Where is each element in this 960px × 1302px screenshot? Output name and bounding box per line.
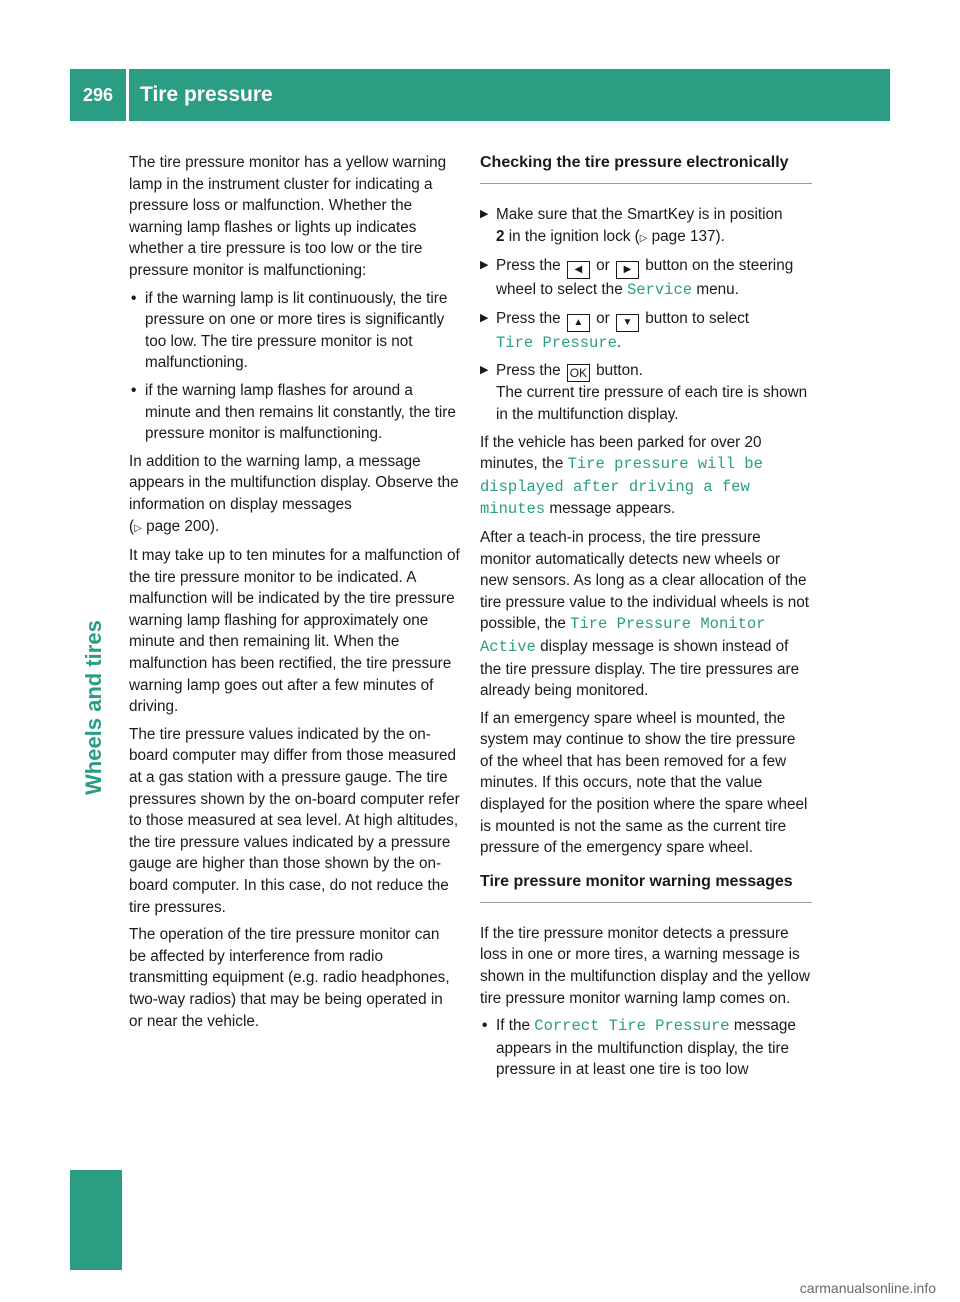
step-arrow-icon: ▶ [480, 364, 489, 377]
paragraph [480, 432, 812, 521]
section-heading: Tire pressure monitor warning messages [480, 871, 812, 903]
step-text: or [596, 257, 610, 275]
section-heading: Checking the tire pressure electronically [480, 152, 812, 184]
paragraph: The tire pressure values indicated by the on-board computer may differ from those measured at a gas station with a pressure gauge. The tire pressures shown by the on-board computer refer to those measured at sea level. At high altitudes, the tire pressure values indicated by a pressure gauge are higher than those shown by the on-board computer. In this case, do not reduce the tire pressures. [129, 725, 460, 916]
bullet-item [129, 380, 460, 445]
bullet-item [480, 1015, 812, 1081]
paragraph: The tire pressure monitor has a yellow warning lamp in the instrument cluster for indicating a pressure loss or malfunction. Whether the warning lamp flashes or lights up indicates whether a tire pressure is too low or the tire pressure monitor is malfunctioning: [129, 154, 447, 279]
step-text: Press the [496, 309, 561, 327]
display-text-service: Service [626, 281, 693, 300]
display-text-tire-pressure: Tire Pressure [496, 333, 617, 352]
step-text: in the ignition lock ( [508, 227, 640, 245]
bullet-icon: • [131, 289, 137, 307]
step-text: or [596, 309, 610, 327]
paragraph-text: message appears. [549, 500, 676, 518]
paragraph: In addition to the warning lamp, a message appears in the multifunction display. Observe the information on display messages (▷ page 200). [129, 452, 459, 535]
section-tab-marker [70, 1170, 122, 1270]
paragraph-text: In addition to the warning lamp, a message appears in the multifunction display. Observe the information on display messages [129, 452, 459, 513]
up-arrow-button-icon: ▲ [567, 314, 590, 332]
bullet-text: message appears in the multifunction display, the tire pressure in at least one tire is too low [496, 1017, 796, 1079]
right-arrow-button-icon: ▶ [616, 261, 639, 279]
step-arrow-icon: ▶ [480, 311, 489, 324]
display-text-correct-tire-pressure: Correct Tire Pressure [534, 1017, 730, 1036]
page-reference-link[interactable]: page 200). [146, 517, 220, 535]
step-arrow-icon: ▶ [480, 259, 489, 272]
step-text: button on the steering wheel to select the [496, 257, 794, 299]
down-arrow-button-icon: ▼ [616, 314, 639, 332]
section-tab-label [74, 620, 114, 960]
paragraph: It may take up to ten minutes for a malfunction of the tire pressure monitor to be indicated. A malfunction will be indicated by the tire pressure warning lamp flashing for approximately one minute and then remaining lit. When the malfunction has been rectified, the tire pressure warning lamp goes out after a few minutes of driving. [129, 547, 460, 716]
step-text: button to select [645, 309, 749, 327]
bullet-icon: • [482, 1017, 488, 1035]
step-item: ▶ Press the ▲ or ▼ button to select Tire Pressure. [480, 309, 749, 352]
paragraph-text: display message is shown instead of the tire pressure display. The tire pressures are already being monitored. [480, 637, 800, 700]
ignition-position: 2 [496, 227, 505, 245]
step-item [480, 360, 812, 425]
section-tab-text: Wheels and tires [81, 620, 106, 795]
step-result-text: The current tire pressure of each tire is shown in the multifunction display. [496, 384, 808, 423]
page-number: 296 [82, 84, 114, 105]
step-text: Make sure that the SmartKey is in position [496, 206, 783, 223]
paragraph: If the tire pressure monitor detects a pressure loss in one or more tires, a warning message is shown in the multifunction display and the yellow tire pressure monitor warning lamp comes on. [480, 924, 810, 1007]
step-arrow-icon: ▶ [480, 208, 489, 220]
bullet-text: If the [496, 1017, 531, 1035]
page-reference-link[interactable]: page 137). [651, 227, 725, 245]
bullet-text: if the warning lamp is lit continuously, the tire pressure on one or more tires is significantly too low. The tire pressure monitor is not malfunctioning. [145, 289, 448, 372]
paragraph-text: After a teach-in process, the tire pressure monitor automatically detects new wheels or new sensors. As long as a clear allocation of the tire pressure value to the individual wheels is not possible, the [480, 528, 810, 633]
step-item [480, 255, 812, 302]
step-text: menu. [696, 281, 739, 299]
header-divider [126, 69, 129, 121]
step-text: button. [596, 362, 643, 380]
step-item [480, 204, 812, 249]
display-text-message: Tire pressure will be displayed after driving a few minutes [480, 455, 763, 519]
bullet-text: if the warning lamp flashes for around a minute and then remains lit constantly, the tire pressure monitor is malfunctioning. [145, 381, 456, 443]
page-ref-arrow-icon: ▷ [639, 232, 648, 244]
page-title: Tire pressure [140, 83, 273, 106]
watermark: carmanualsonline.info [799, 1280, 936, 1296]
step-text: Press the [496, 257, 561, 275]
right-column [480, 152, 812, 1087]
paragraph-text: If the vehicle has been parked for over 20 minutes, the [480, 433, 762, 473]
bullet-item [129, 288, 460, 374]
display-text-monitor-active: Tire Pressure Monitor Active [480, 615, 766, 656]
left-arrow-button-icon: ◀ [567, 261, 590, 279]
step-text: Press the [496, 362, 561, 380]
paragraph: If an emergency spare wheel is mounted, the system may continue to show the tire pressure of the wheel that has been removed for a few minutes. If this occurs, note that the value displayed for the position where the spare wheel is mounted is not the same as the current tire pressure of the emergency spare wheel. [480, 709, 808, 857]
page-ref-arrow-icon: ▷ [134, 522, 142, 534]
paragraph [480, 527, 812, 702]
ok-button-icon: OK [567, 364, 590, 382]
bullet-icon: • [131, 381, 137, 399]
paragraph: The operation of the tire pressure monitor can be affected by interference from radio transmitting equipment (e.g. radio headphones, two-way radios) that may be being operated in or near the vehicle. [129, 926, 450, 1030]
left-column [129, 152, 460, 1038]
